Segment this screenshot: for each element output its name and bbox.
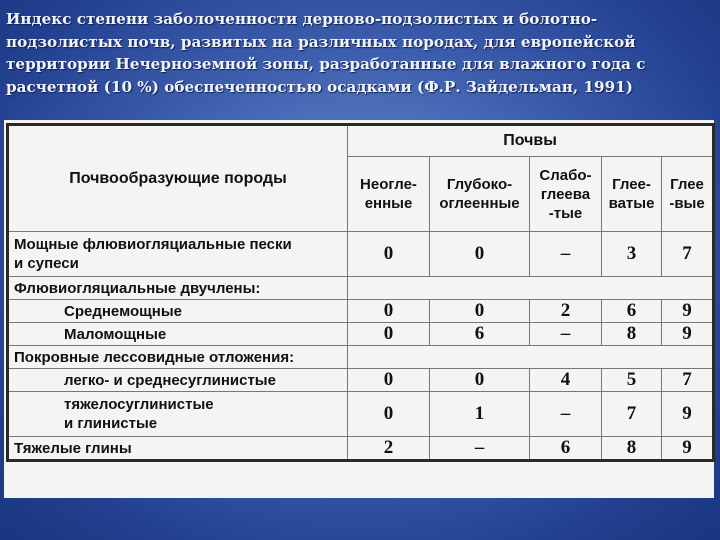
- table-cell: 0: [348, 300, 430, 323]
- table-cell: 6: [602, 300, 662, 323]
- table-cell: –: [530, 392, 602, 437]
- table-cell: –: [530, 232, 602, 277]
- table-cell: 0: [430, 232, 530, 277]
- table-cell: 7: [662, 232, 714, 277]
- table-row: [8, 392, 714, 437]
- table-cell: 2: [348, 437, 430, 461]
- table-sheet: [4, 120, 714, 498]
- table-row: [8, 323, 714, 346]
- table-cell: 0: [430, 300, 530, 323]
- table-cell: 0: [348, 323, 430, 346]
- table-cell: 2: [530, 300, 602, 323]
- table-row: [8, 232, 714, 277]
- empty-cell: [348, 277, 714, 300]
- table-cell: 8: [602, 437, 662, 461]
- section-row: [8, 346, 714, 369]
- title-line: расчетной (10 %) обеспеченностью осадками (Ф.Р. Зайдельман, 1991): [6, 77, 633, 96]
- table-cell: 9: [662, 437, 714, 461]
- table-cell: 8: [602, 323, 662, 346]
- table-row: [8, 300, 714, 323]
- table-cell: 9: [662, 300, 714, 323]
- row-label: легко- и среднесуглинистые: [8, 369, 348, 392]
- column-header: Глее- ватые: [602, 157, 662, 232]
- row-label: Среднемощные: [8, 300, 348, 323]
- table-cell: 4: [530, 369, 602, 392]
- column-header: Неогле- енные: [348, 157, 430, 232]
- section-label: Покровные лессовидные отложения:: [8, 346, 348, 369]
- row-label: Мощные флювиогляциальные пески и супеси: [8, 232, 348, 277]
- table-cell: 7: [662, 369, 714, 392]
- table-cell: 3: [602, 232, 662, 277]
- group-header: Почвы: [348, 125, 714, 157]
- table-cell: 6: [430, 323, 530, 346]
- column-header: Слабо- глеева -тые: [530, 157, 602, 232]
- title-line: территории Нечерноземной зоны, разработанные для влажного года с: [6, 55, 646, 73]
- table-cell: 9: [662, 392, 714, 437]
- section-label: Флювиогляциальные двучлены:: [8, 277, 348, 300]
- table-cell: 0: [348, 392, 430, 437]
- row-label: тяжелосуглинистые и глинистые: [8, 392, 348, 437]
- table-cell: –: [530, 323, 602, 346]
- title-line: Индекс степени заболоченности дерново-подзолистых и болотно-: [6, 10, 598, 28]
- table-cell: –: [430, 437, 530, 461]
- column-header: Глее -вые: [662, 157, 714, 232]
- soil-waterlogging-table: [6, 123, 715, 462]
- table-cell: 6: [530, 437, 602, 461]
- row-label: Тяжелые глины: [8, 437, 348, 461]
- empty-cell: [348, 346, 714, 369]
- table-cell: 5: [602, 369, 662, 392]
- title-line: подзолистых почв, развитых на различных породах, для европейской: [6, 32, 636, 51]
- slide-title: [6, 8, 712, 98]
- table-cell: 0: [348, 232, 430, 277]
- table-cell: 7: [602, 392, 662, 437]
- row-header: Почвообразующие породы: [8, 125, 348, 232]
- table-cell: 0: [430, 369, 530, 392]
- table-cell: 9: [662, 323, 714, 346]
- table-row: [8, 369, 714, 392]
- table-cell: 0: [348, 369, 430, 392]
- table-cell: 1: [430, 392, 530, 437]
- section-row: [8, 277, 714, 300]
- column-header: Глубоко- оглеенные: [430, 157, 530, 232]
- row-label: Маломощные: [8, 323, 348, 346]
- table-row: [8, 437, 714, 461]
